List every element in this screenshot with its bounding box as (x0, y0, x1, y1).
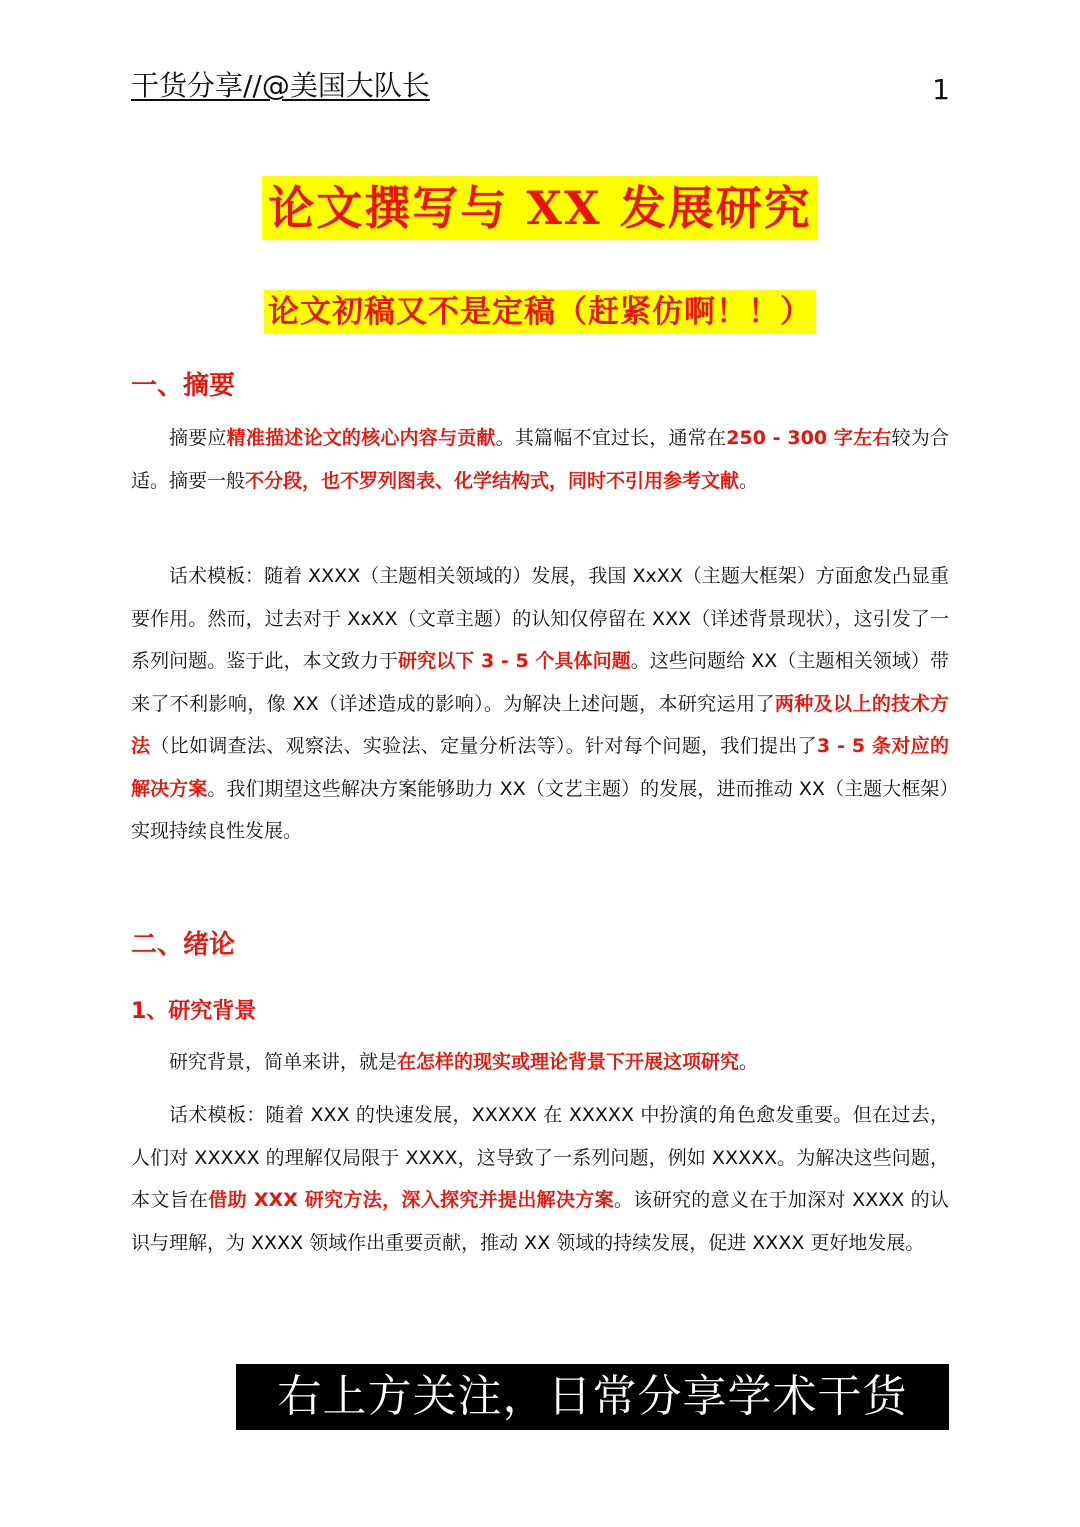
section-heading-abstract: 一、摘要 (131, 371, 236, 401)
highlight-text: 250 - 300 字左右 (726, 427, 892, 449)
text-span: 较为合适。摘要一般 (131, 427, 949, 492)
subtitle-container (0, 290, 1080, 334)
background-paragraph (131, 1041, 949, 1084)
subsection-heading-background: 1、研究背景 (131, 999, 257, 1024)
text-span: 。 (739, 469, 759, 492)
highlight-text: 在怎样的现实或理论背景下开展这项研究 (397, 1051, 740, 1073)
highlight-text: 研究以下 3 - 5 个具体问题 (398, 650, 631, 672)
background-template-paragraph (131, 1094, 949, 1264)
text-span: 摘要应 (169, 427, 227, 449)
text-span: 研究背景，简单来讲，就是 (169, 1051, 398, 1073)
highlight-text: 精准描述论文的核心内容与贡献 (226, 427, 496, 449)
text-span: 。其篇幅不宜过长，通常在 (495, 427, 727, 449)
document-title: 论文撰写与 XX 发展研究 (262, 176, 817, 240)
page-number: 1 (932, 73, 950, 106)
abstract-paragraph (131, 417, 949, 502)
text-span: 。我们期望这些解决方案能够助力 XX（文艺主题）的发展，进而推动 XX（主题大框架）实现持续良性发展。 (131, 777, 949, 842)
highlight-text: 两种及以上的技术方法 (131, 692, 949, 757)
document-subtitle: 论文初稿又不是定稿（赶紧仿啊！！） (264, 290, 816, 334)
highlight-text: 借助 XXX 研究方法，深入探究并提出解决方案 (208, 1189, 614, 1211)
text-span: 。该研究的意义在于加深对 XXXX 的认识与理解，为 XXXX 领域作出重要贡献，推动 XX 领域的持续发展，促进 XXXX 更好地发展。 (131, 1189, 949, 1254)
section-heading-introduction: 二、绪论 (131, 930, 236, 960)
title-container (0, 176, 1080, 240)
text-span: 。这些问题给 XX（主题相关领域）带来了不利影响，像 XX（详述造成的影响）。为解决上述问题，本研究运用了 (131, 650, 949, 715)
header-author-text: 干货分享//@美国大队长 (131, 69, 430, 102)
text-span: 话术模板：随着 XXX 的快速发展，XXXXX 在 XXXXX 中扮演的角色愈发重要。但在过去，人们对 XXXXX 的理解仅局限于 XXXX，这导致了一系列问题，例如 XXXXX。为解决这些问题，本文旨在 (131, 1104, 949, 1211)
text-span: 话术模板：随着 XXXX（主题相关领域的）发展，我国 XxXX（主题大框架）方面愈发凸显重要作用。然而，过去对于 XxXX（文章主题）的认知仅停留在 XXX（详述背景现状），这引发了一系列问题。鉴于此，本文致力于 (131, 565, 949, 672)
footer-follow-banner: 右上方关注，日常分享学术干货 (236, 1364, 949, 1430)
abstract-template-paragraph (131, 555, 949, 853)
highlight-text: 3 - 5 条对应的解决方案 (131, 735, 949, 800)
text-span: （比如调查法、观察法、实验法、定量分析法等）。针对每个问题，我们提出了 (150, 735, 817, 757)
text-span: 。 (739, 1051, 759, 1073)
highlight-text: 不分段，也不罗列图表、化学结构式，同时不引用参考文献 (245, 469, 740, 492)
